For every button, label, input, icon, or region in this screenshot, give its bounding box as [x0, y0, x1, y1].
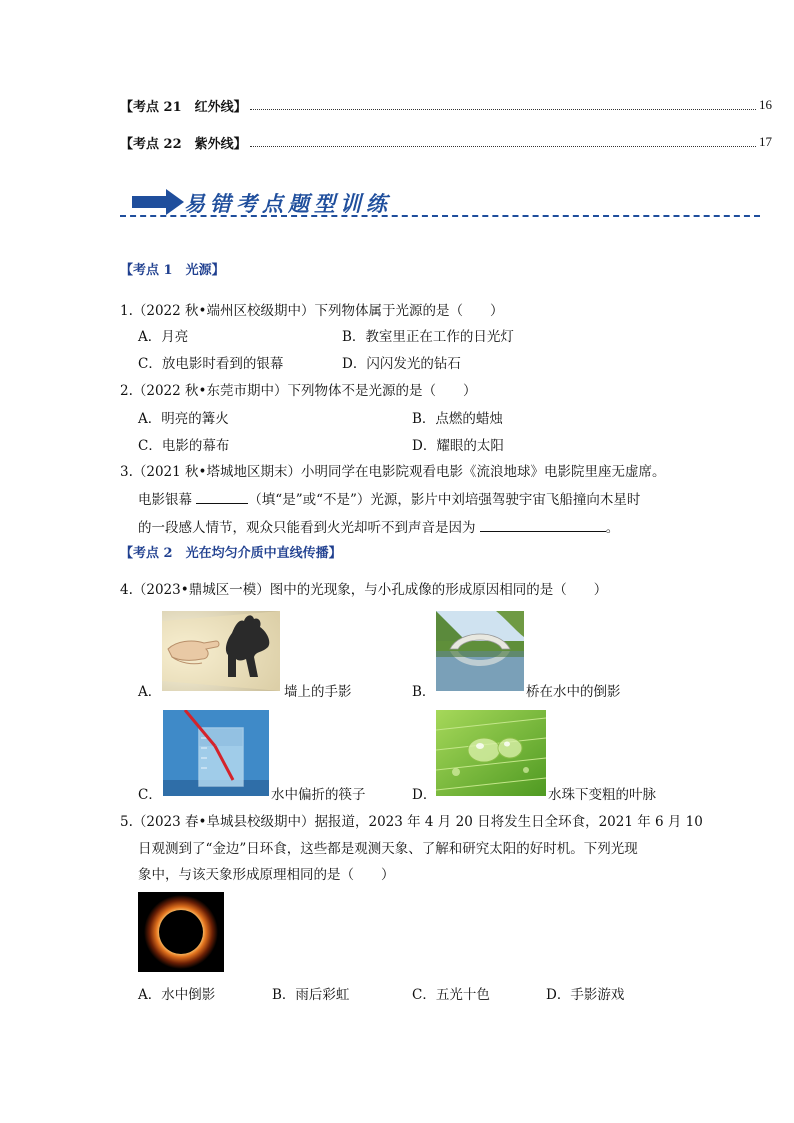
question-text: （填“是”或“不是”）光源，影片中刘培强驾驶宇宙飞船撞向木星时	[248, 492, 641, 508]
banner-divider	[120, 215, 760, 217]
section-title: 【考点 1 光源】	[120, 263, 225, 278]
option-c-letter[interactable]: C．	[138, 787, 162, 803]
option-d[interactable]: D．闪闪发光的钻石	[342, 356, 461, 372]
option-b-letter[interactable]: B．	[412, 684, 436, 700]
option-caption: 水珠下变粗的叶脉	[548, 787, 656, 803]
option-c[interactable]: C．放电影时看到的银幕	[138, 356, 284, 372]
leaf-droplet-image[interactable]	[436, 710, 546, 796]
option-d-letter[interactable]: D．	[412, 787, 437, 803]
toc-label: 【考点 21 红外线】	[120, 99, 247, 115]
toc-row[interactable]	[120, 96, 772, 114]
question-text: 的一段感人情节，观众只能看到火光却听不到声音是因为	[138, 520, 480, 536]
toc-leader	[250, 100, 756, 110]
option-b[interactable]: B．雨后彩虹	[272, 987, 350, 1003]
option-caption: 水中偏折的筷子	[271, 787, 366, 803]
option-a-letter[interactable]: A．	[138, 684, 162, 700]
question-stem: 2.（2022 秋•东莞市期中）下列物体不是光源的是（ ）	[120, 383, 477, 399]
question-stem: 5.（2023 春•阜城县校级期中）据报道，2023 年 4 月 20 日将发生日全环食，2021 年 6 月 10	[120, 814, 703, 830]
toc-label: 【考点 22 紫外线】	[120, 136, 247, 152]
toc-page: 16	[759, 97, 772, 112]
toc-leader	[250, 137, 756, 147]
option-a[interactable]: A．明亮的篝火	[138, 411, 229, 427]
section-title: 【考点 2 光在均匀介质中直线传播】	[120, 546, 342, 561]
option-a[interactable]: A．水中倒影	[138, 987, 216, 1003]
banner-title: 易错考点题型训练	[184, 192, 392, 216]
option-b[interactable]: B．点燃的蜡烛	[412, 411, 503, 427]
solar-eclipse-image[interactable]	[138, 892, 224, 972]
question-line	[138, 519, 619, 537]
hand-shadow-image[interactable]	[162, 611, 280, 691]
question-line: 日观测到了“金边”日环食，这些都是观测天象、了解和研究太阳的好时机。下列光现	[138, 841, 638, 857]
option-d[interactable]: D．手影游戏	[546, 987, 625, 1003]
option-caption: 桥在水中的倒影	[526, 684, 621, 700]
option-a[interactable]: A．月亮	[138, 329, 189, 345]
answer-blank[interactable]	[196, 491, 248, 504]
option-caption: 墙上的手影	[284, 684, 352, 700]
question-text: 。	[605, 520, 620, 536]
option-c[interactable]: C．电影的幕布	[138, 438, 230, 454]
question-stem: 4.（2023•鼎城区一模）图中的光现象，与小孔成像的形成原因相同的是（ ）	[120, 582, 608, 598]
question-line: 象中，与该天象形成原理相同的是（ ）	[138, 867, 395, 883]
option-c[interactable]: C．五光十色	[412, 987, 490, 1003]
question-stem: 3.（2021 秋•塔城地区期末）小明同学在电影院观看电影《流浪地球》电影院里座无虚席。	[120, 464, 666, 480]
bent-chopstick-image[interactable]	[163, 710, 269, 796]
section-banner	[120, 186, 760, 220]
toc-row[interactable]	[120, 133, 772, 151]
toc-page: 17	[759, 134, 772, 149]
option-d[interactable]: D．耀眼的太阳	[412, 438, 504, 454]
bridge-reflection-image[interactable]	[436, 611, 524, 691]
question-text: 电影银幕	[138, 492, 197, 508]
question-stem: 1.（2022 秋•端州区校级期中）下列物体属于光源的是（ ）	[120, 303, 504, 319]
question-line	[138, 491, 640, 509]
option-b[interactable]: B．教室里正在工作的日光灯	[342, 329, 514, 345]
answer-blank[interactable]	[480, 519, 606, 532]
